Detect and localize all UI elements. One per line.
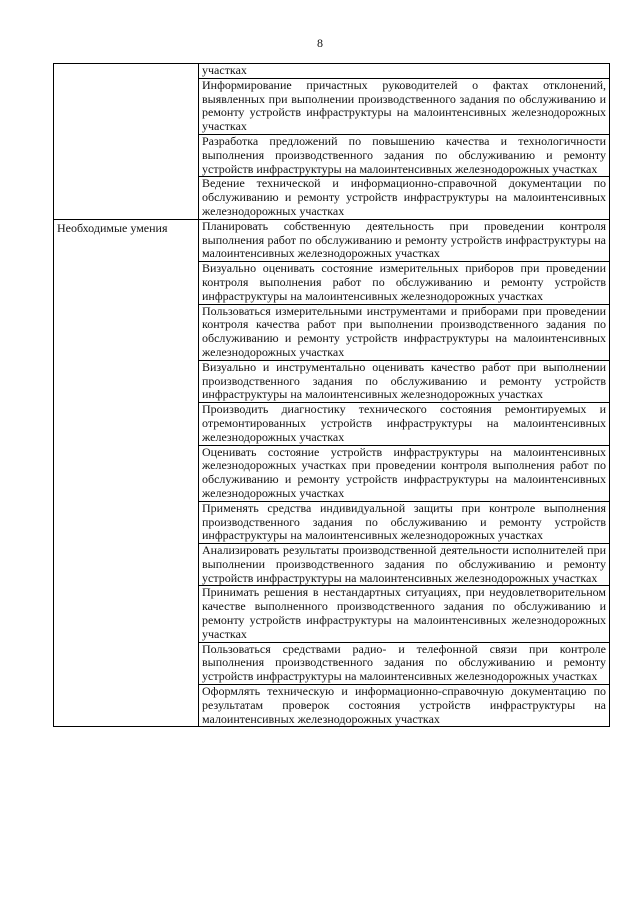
skills-cell: [199, 219, 610, 727]
list-item: Применять средства индивидуальной защиты при контроле выполнения производственного задания по обслуживанию и ремонту устройств инфраструктуры на малоинтенсивных железнодорожных участках: [199, 501, 609, 543]
table-row-labor-actions: [54, 64, 610, 220]
list-item: Пользоваться средствами радио- и телефонной связи при контроле выполнения производственного задания по обслуживанию и ремонту устройств инфраструктуры на малоинтенсивных железнодорожных участках: [199, 642, 609, 684]
list-item: Анализировать результаты производственной деятельности исполнителей при выполнении производственного задания по обслуживанию и ремонту устройств инфраструктуры на малоинтенсивных железнодорожных участках: [199, 543, 609, 585]
list-item: Оценивать состояние устройств инфраструктуры на малоинтенсивных железнодорожных участках при проведении контроля выполнения работ по обслуживанию и ремонту устройств инфраструктуры на малоинтенсивных железнодорожных участках: [199, 445, 609, 501]
list-item: Ведение технической и информационно-справочной документации по обслуживанию и ремонту устройств инфраструктуры на малоинтенсивных железнодорожных участках: [199, 176, 609, 218]
list-item: Оформлять техническую и информационно-справочную документацию по результатам проверок состояния устройств инфраструктуры на малоинтенсивных железнодорожных участках: [199, 684, 609, 726]
skills-label: Необходимые умения: [57, 220, 168, 235]
list-item: Разработка предложений по повышению качества и технологичности выполнения производственного задания по обслуживанию и ремонту устройств инфраструктуры на малоинтенсивных железнодорожных участках: [199, 134, 609, 176]
list-item: Принимать решения в нестандартных ситуациях, при неудовлетворительном качестве выполненного производственного задания по обслуживанию и ремонту устройств инфраструктуры на малоинтенсивных железнодорожных участках: [199, 585, 609, 641]
labor-actions-cell: [199, 64, 610, 220]
list-item: Планировать собственную деятельность при проведении контроля выполнения работ по обслуживанию и ремонту устройств инфраструктуры на малоинтенсивных железнодорожных участках: [202, 218, 606, 261]
empty-label-cell: [54, 64, 199, 220]
continuation-text: участках: [202, 63, 247, 77]
requirements-table: [53, 63, 610, 727]
list-item: Производить диагностику технического состояния ремонтируемых и отремонтированных устройств инфраструктуры на малоинтенсивных железнодорожных участках: [199, 402, 609, 444]
list-item: Пользоваться измерительными инструментами и приборами при проведении контроля качества работ при выполнении производственного задания по обслуживанию и ремонту устройств инфраструктуры на малоинтенсивных железнодорожных участках: [199, 304, 609, 360]
list-item: Визуально оценивать состояние измерительных приборов при проведении контроля выполнения работ по обслуживанию и ремонту устройств инфраструктуры на малоинтенсивных железнодорожных участках: [199, 261, 609, 303]
skills-label-cell: [54, 219, 199, 727]
table-row-skills: [54, 219, 610, 727]
list-item: Визуально и инструментально оценивать качество работ при выполнении производственного задания по обслуживанию и ремонту устройств инфраструктуры на малоинтенсивных железнодорожных участках: [199, 360, 609, 402]
page-number: 8: [317, 36, 323, 50]
list-item: Информирование причастных руководителей о фактах отклонений, выявленных при выполнении производственного задания по обслуживанию и ремонту устройств инфраструктуры на малоинтенсивных железнодорожных участках: [199, 78, 609, 134]
